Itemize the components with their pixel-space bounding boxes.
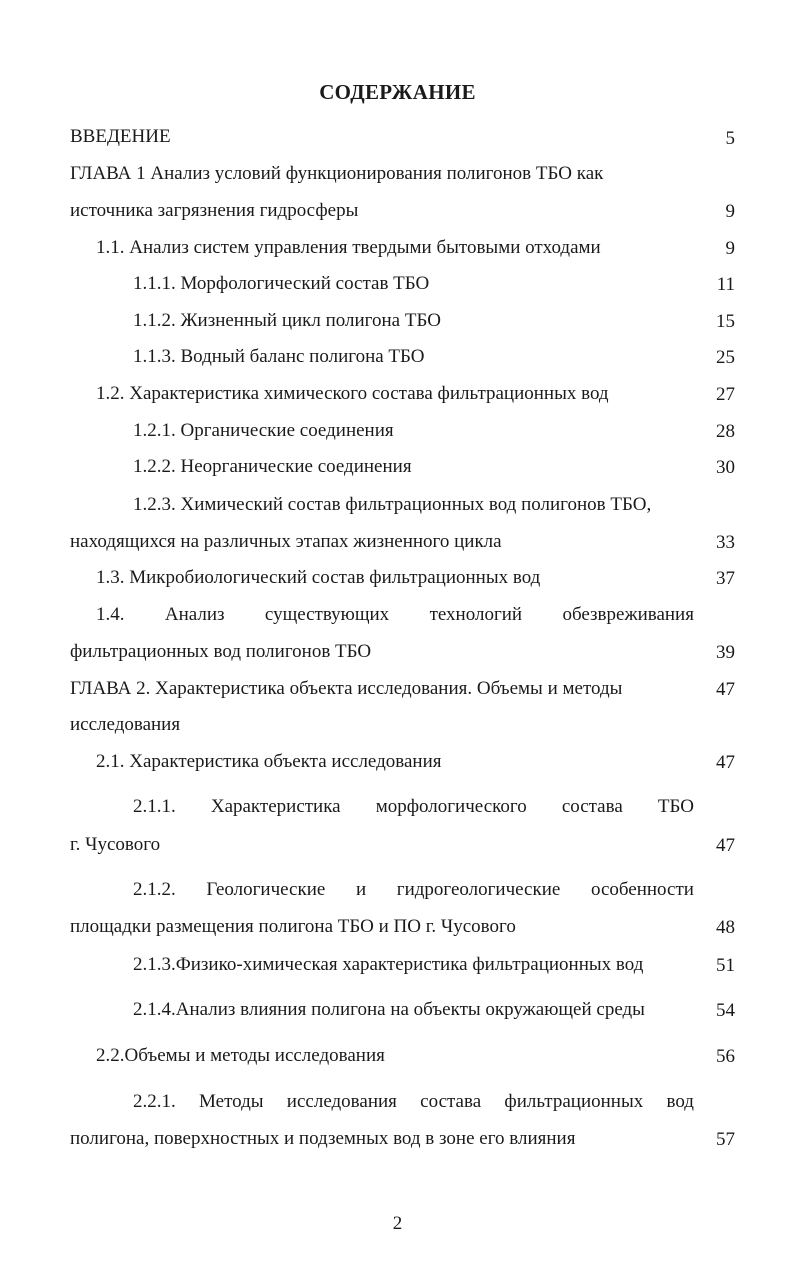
word: гидрогеологические — [396, 879, 561, 900]
toc-entry-title: 2.1. Характеристика объекта исследования — [96, 751, 442, 772]
toc-entry-title: 2.2.Объемы и методы исследования — [96, 1045, 385, 1066]
toc-page-number: 15 — [716, 311, 735, 332]
toc-page-number: 11 — [716, 274, 735, 295]
word: обезвреживания — [562, 604, 694, 625]
toc-entry-title-cont: источника загрязнения гидросферы — [70, 200, 359, 221]
toc-page-number: 56 — [716, 1046, 735, 1067]
word: 1.4. — [96, 604, 125, 625]
toc-page-number: 47 — [716, 835, 735, 856]
justified-line — [133, 879, 694, 901]
toc-entry-title: ВВЕДЕНИЕ — [70, 126, 171, 147]
justified-line — [133, 1091, 694, 1113]
word: фильтрационных — [504, 1091, 644, 1112]
toc-page-number: 33 — [716, 532, 735, 553]
word: существующих — [264, 604, 390, 625]
word: Характеристика — [210, 796, 341, 817]
toc-entry-text — [96, 604, 694, 626]
page-number: 2 — [392, 1213, 403, 1234]
toc-entry-title: 1.1. Анализ систем управления твердыми бытовыми отходами — [96, 237, 601, 258]
toc-entry-title: ГЛАВА 1 Анализ условий функционирования полигонов ТБО как — [70, 163, 604, 184]
page-title: СОДЕРЖАНИЕ — [319, 80, 476, 104]
word: вод — [666, 1091, 694, 1112]
toc-entry-title-cont: фильтрационных вод полигонов ТБО — [70, 641, 372, 662]
word: технологий — [429, 604, 523, 625]
toc-page-number: 25 — [716, 347, 735, 368]
toc-entry-title: 1.2.3. Химический состав фильтрационных вод полигонов ТБО, — [133, 494, 652, 515]
toc-page-number: 28 — [716, 421, 735, 442]
word: состава — [420, 1091, 482, 1112]
toc-entry-title: 1.1.1. Морфологический состав ТБО — [133, 273, 430, 294]
toc-page-number: 27 — [716, 384, 735, 405]
toc-entry-title: ГЛАВА 2. Характеристика объекта исследования. Объемы и методы — [70, 678, 623, 699]
toc-page-number: 37 — [716, 568, 735, 589]
word: ТБО — [657, 796, 694, 817]
toc-entry-title: 1.1.3. Водный баланс полигона ТБО — [133, 346, 425, 367]
justified-line — [133, 796, 694, 818]
toc-entry-title: 1.2.2. Неорганические соединения — [133, 456, 412, 477]
toc-entry-title-cont: исследования — [70, 714, 181, 735]
toc-entry-title-cont: полигона, поверхностных и подземных вод в зоне его влияния — [70, 1128, 576, 1149]
toc-entry-title-cont: площадки размещения полигона ТБО и ПО г. Чусового — [70, 916, 516, 937]
word: и — [355, 879, 367, 900]
toc-entry-title: 2.1.4.Анализ влияния полигона на объекты окружающей среды — [133, 999, 645, 1020]
toc-page-number: 9 — [725, 238, 735, 259]
toc-entry-title: 1.1.2. Жизненный цикл полигона ТБО — [133, 310, 441, 331]
toc-page-number: 5 — [725, 128, 735, 149]
justified-line — [96, 604, 694, 626]
word: Геологические — [206, 879, 326, 900]
toc-entry-title — [133, 796, 694, 818]
toc-page-number: 54 — [716, 1000, 735, 1021]
toc-page-number: 57 — [716, 1129, 735, 1150]
word: состава — [561, 796, 623, 817]
toc-entry-title: 1.3. Микробиологический состав фильтрационных вод — [96, 567, 541, 588]
toc-page-number: 51 — [716, 955, 735, 976]
toc-entry-title: 2.1.3.Физико-химическая характеристика фильтрационных вод — [133, 954, 644, 975]
toc-entry-title — [96, 604, 694, 626]
word: особенности — [590, 879, 694, 900]
word: 2.1.2. — [133, 879, 176, 900]
toc-page-number: 30 — [716, 457, 735, 478]
toc-entry-title — [133, 1091, 694, 1113]
word: 2.1.1. — [133, 796, 176, 817]
toc-entry-text — [133, 796, 694, 818]
toc-page-number: 9 — [725, 201, 735, 222]
toc-page-number: 39 — [716, 642, 735, 663]
toc-page-number: 47 — [716, 679, 735, 700]
word: Методы — [199, 1091, 264, 1112]
toc-entry-text — [133, 879, 694, 901]
word: морфологического — [375, 796, 527, 817]
toc-page-number: 48 — [716, 917, 735, 938]
word: исследования — [286, 1091, 397, 1112]
toc-entry-title — [133, 879, 694, 901]
toc-entry-text — [133, 1091, 694, 1113]
toc-entry-title: 1.2.1. Органические соединения — [133, 420, 394, 441]
toc-entry-title: 1.2. Характеристика химического состава фильтрационных вод — [96, 383, 609, 404]
toc-page-number: 47 — [716, 752, 735, 773]
toc-entry-title-cont: находящихся на различных этапах жизненного цикла — [70, 531, 502, 552]
word: Анализ — [164, 604, 225, 625]
word: 2.2.1. — [133, 1091, 176, 1112]
toc-entry-title-cont: г. Чусового — [70, 834, 161, 855]
